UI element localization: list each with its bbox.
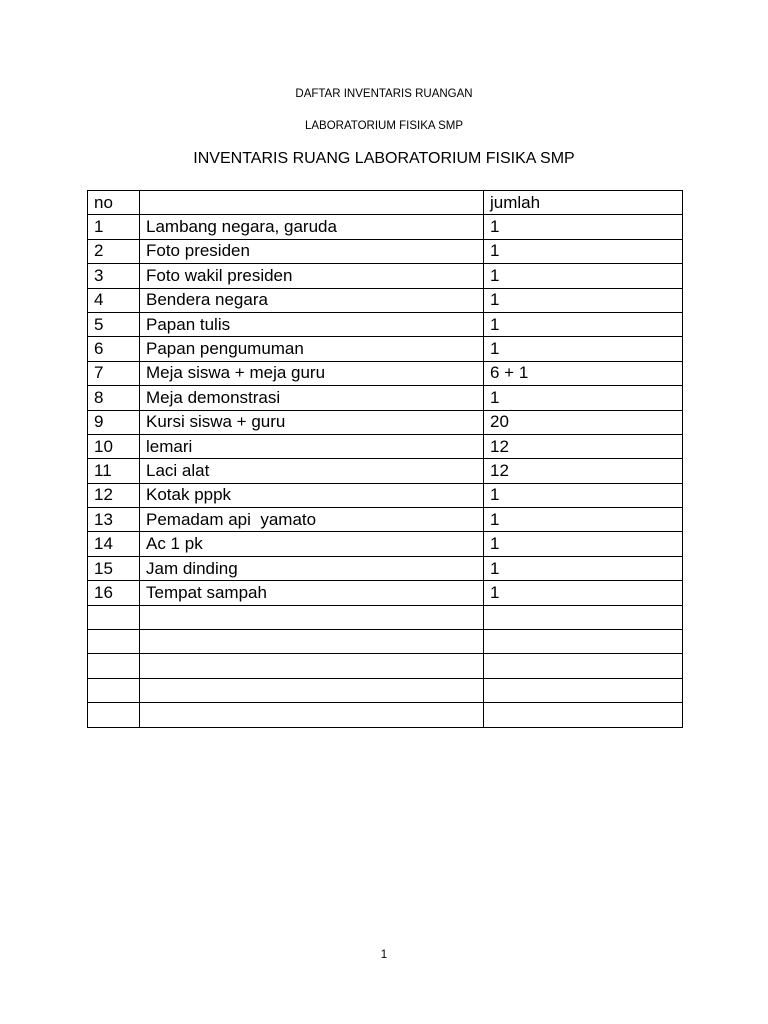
header-no: no: [88, 191, 140, 215]
cell-no: [88, 605, 140, 629]
cell-item-name: lemari: [140, 434, 484, 458]
cell-no: 14: [88, 532, 140, 556]
table-row: [88, 508, 683, 532]
cell-jumlah: [484, 703, 683, 727]
cell-no: 15: [88, 556, 140, 580]
table-row: [88, 483, 683, 507]
cell-jumlah: 12: [484, 434, 683, 458]
inventory-table-body: [88, 191, 683, 728]
page-number: 1: [380, 949, 388, 961]
cell-no: [88, 703, 140, 727]
cell-jumlah: [484, 630, 683, 654]
cell-item-name: [140, 703, 484, 727]
cell-item-name: Meja siswa + meja guru: [140, 361, 484, 385]
inventory-table: [87, 190, 683, 728]
cell-item-name: Pemadam api yamato: [140, 508, 484, 532]
cell-item-name: Papan pengumuman: [140, 337, 484, 361]
table-row: [88, 288, 683, 312]
cell-jumlah: 1: [484, 264, 683, 288]
cell-no: 10: [88, 434, 140, 458]
document-title: INVENTARIS RUANG LABORATORIUM FISIKA SMP: [193, 150, 575, 167]
cell-no: 9: [88, 410, 140, 434]
cell-item-name: Ac 1 pk: [140, 532, 484, 556]
cell-jumlah: 1: [484, 215, 683, 239]
document-heading-line-2: LABORATORIUM FISIKA SMP: [304, 120, 464, 132]
cell-jumlah: 1: [484, 508, 683, 532]
cell-item-name: [140, 630, 484, 654]
cell-no: 6: [88, 337, 140, 361]
cell-no: [88, 678, 140, 702]
cell-jumlah: 20: [484, 410, 683, 434]
table-row: [88, 556, 683, 580]
cell-item-name: Papan tulis: [140, 312, 484, 336]
cell-item-name: Kotak pppk: [140, 483, 484, 507]
cell-jumlah: 1: [484, 337, 683, 361]
cell-jumlah: 1: [484, 556, 683, 580]
cell-jumlah: 1: [484, 483, 683, 507]
cell-item-name: Kursi siswa + guru: [140, 410, 484, 434]
cell-jumlah: 1: [484, 581, 683, 605]
table-row: [88, 605, 683, 629]
table-row: [88, 312, 683, 336]
cell-item-name: Foto wakil presiden: [140, 264, 484, 288]
cell-item-name: Tempat sampah: [140, 581, 484, 605]
cell-jumlah: 1: [484, 532, 683, 556]
cell-item-name: Foto presiden: [140, 239, 484, 263]
cell-no: 2: [88, 239, 140, 263]
table-row: [88, 678, 683, 702]
cell-no: [88, 654, 140, 678]
header-item: [140, 191, 484, 215]
cell-jumlah: [484, 654, 683, 678]
cell-no: 11: [88, 459, 140, 483]
cell-no: 8: [88, 386, 140, 410]
table-row: [88, 654, 683, 678]
table-row: [88, 361, 683, 385]
cell-jumlah: 1: [484, 386, 683, 410]
table-row: [88, 215, 683, 239]
cell-item-name: [140, 654, 484, 678]
table-row: [88, 264, 683, 288]
table-row: [88, 434, 683, 458]
cell-no: 7: [88, 361, 140, 385]
cell-no: 4: [88, 288, 140, 312]
document-heading-line-1: DAFTAR INVENTARIS RUANGAN: [295, 88, 473, 100]
cell-no: 16: [88, 581, 140, 605]
table-row: [88, 410, 683, 434]
table-row: [88, 239, 683, 263]
cell-no: 1: [88, 215, 140, 239]
cell-item-name: Bendera negara: [140, 288, 484, 312]
cell-no: 5: [88, 312, 140, 336]
table-row: [88, 630, 683, 654]
cell-jumlah: 1: [484, 239, 683, 263]
cell-no: [88, 630, 140, 654]
cell-jumlah: [484, 605, 683, 629]
table-row: [88, 459, 683, 483]
cell-item-name: Jam dinding: [140, 556, 484, 580]
cell-no: 3: [88, 264, 140, 288]
table-row: [88, 703, 683, 727]
cell-jumlah: 12: [484, 459, 683, 483]
cell-jumlah: 6 + 1: [484, 361, 683, 385]
table-row: [88, 386, 683, 410]
header-jumlah: jumlah: [484, 191, 683, 215]
cell-item-name: Laci alat: [140, 459, 484, 483]
cell-jumlah: 1: [484, 312, 683, 336]
table-row: [88, 532, 683, 556]
table-row: [88, 581, 683, 605]
table-row: [88, 337, 683, 361]
cell-no: 13: [88, 508, 140, 532]
cell-item-name: Lambang negara, garuda: [140, 215, 484, 239]
cell-jumlah: 1: [484, 288, 683, 312]
cell-no: 12: [88, 483, 140, 507]
cell-item-name: [140, 605, 484, 629]
cell-item-name: Meja demonstrasi: [140, 386, 484, 410]
table-header-row: [88, 191, 683, 215]
cell-item-name: [140, 678, 484, 702]
cell-jumlah: [484, 678, 683, 702]
